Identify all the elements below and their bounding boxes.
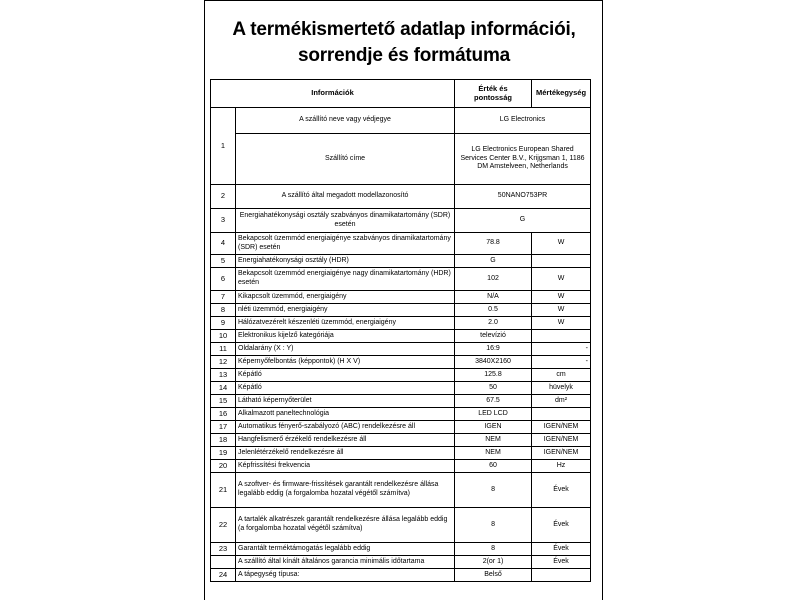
table-row <box>211 395 591 408</box>
row-value: 16:9 <box>455 343 532 356</box>
row-value: LG Electronics <box>455 108 591 134</box>
row-value: G <box>455 255 532 268</box>
table-row <box>211 108 591 134</box>
row-description: Alkalmazott paneltechnológia <box>236 408 455 421</box>
row-unit: W <box>532 233 591 255</box>
row-description: nléti üzemmód, energiaigény <box>236 304 455 317</box>
table-row <box>211 304 591 317</box>
row-value: Belső <box>455 569 532 582</box>
row-description: Hálózatvezérelt készenléti üzemmód, energiaigény <box>236 317 455 330</box>
row-number: 20 <box>211 460 236 473</box>
row-value: 125.8 <box>455 369 532 382</box>
row-value: LG Electronics European Shared Services Center B.V., Krijgsman 1, 1186 DM Amstelveen, Netherlands <box>455 134 591 185</box>
table-row <box>211 508 591 543</box>
table-row <box>211 291 591 304</box>
row-number: 23 <box>211 543 236 556</box>
row-number: 16 <box>211 408 236 421</box>
table-row <box>211 473 591 508</box>
row-unit: Évek <box>532 508 591 543</box>
page-title <box>204 17 604 69</box>
row-number: 22 <box>211 508 236 543</box>
row-unit: W <box>532 291 591 304</box>
datasheet-page <box>204 0 604 600</box>
row-unit: Évek <box>532 473 591 508</box>
table-row <box>211 421 591 434</box>
row-description: Energiahatékonysági osztály szabványos dinamikatartomány (SDR) esetén <box>236 209 455 233</box>
table-row <box>211 233 591 255</box>
row-description: Jelenlétérzékelő rendelkezésre áll <box>236 447 455 460</box>
header-value-line-1: Érték és <box>478 83 508 93</box>
table-row <box>211 569 591 582</box>
row-value: 2(or 1) <box>455 556 532 569</box>
table-row <box>211 543 591 556</box>
row-unit: hüvelyk <box>532 382 591 395</box>
row-value: NEM <box>455 447 532 460</box>
row-unit: IGEN/NEM <box>532 447 591 460</box>
table-row <box>211 356 591 369</box>
row-description: Bekapcsolt üzemmód energiaigénye szabványos dinamikatartomány (SDR) esetén <box>236 233 455 255</box>
row-description: Bekapcsolt üzemmód energiaigénye nagy dinamikatartomány (HDR) esetén <box>236 268 455 291</box>
row-number: 18 <box>211 434 236 447</box>
row-value: 8 <box>455 543 532 556</box>
row-number: 12 <box>211 356 236 369</box>
row-value: 102 <box>455 268 532 291</box>
row-number: 3 <box>211 209 236 233</box>
row-unit: IGEN/NEM <box>532 421 591 434</box>
table-row <box>211 369 591 382</box>
table-row <box>211 382 591 395</box>
row-number: 14 <box>211 382 236 395</box>
row-description: Képátló <box>236 369 455 382</box>
row-description: A szállító által kínált általános garancia minimális időtartama <box>236 556 455 569</box>
table-row <box>211 185 591 209</box>
row-value: 50 <box>455 382 532 395</box>
row-value: 78.8 <box>455 233 532 255</box>
row-description: Energiahatékonysági osztály (HDR) <box>236 255 455 268</box>
table-row <box>211 209 591 233</box>
row-unit: Évek <box>532 556 591 569</box>
row-description: Elektronikus kijelző kategóriája <box>236 330 455 343</box>
row-description: A szállító neve vagy védjegye <box>236 108 455 134</box>
row-value: 50NANO753PR <box>455 185 591 209</box>
row-number: 11 <box>211 343 236 356</box>
row-description: A szoftver- és firmware-frissítések garantált rendelkezésre állása legalább eddig (a forgalomba hozatal végétől számítva) <box>236 473 455 508</box>
row-value: 8 <box>455 473 532 508</box>
row-number: 8 <box>211 304 236 317</box>
row-description: A tápegység típusa: <box>236 569 455 582</box>
row-description: Oldalarány (X : Y) <box>236 343 455 356</box>
row-number: 4 <box>211 233 236 255</box>
title-line-2: sorrendje és formátuma <box>297 45 511 66</box>
row-number: 19 <box>211 447 236 460</box>
row-value: 67.5 <box>455 395 532 408</box>
row-description: A tartalék alkatrészek garantált rendelkezésre állása legalább eddig (a forgalomba hozatal végétől számítva) <box>236 508 455 543</box>
row-description: Szállító címe <box>236 134 455 185</box>
row-unit: W <box>532 268 591 291</box>
row-unit: - <box>532 356 591 369</box>
row-description: Képátló <box>236 382 455 395</box>
header-info: Információk <box>211 80 455 108</box>
table-row <box>211 460 591 473</box>
row-unit: - <box>532 343 591 356</box>
row-description: A szállító által megadott modellazonosító <box>236 185 455 209</box>
row-value: N/A <box>455 291 532 304</box>
row-number: 13 <box>211 369 236 382</box>
table-header-row <box>211 80 591 108</box>
header-value <box>455 80 532 108</box>
row-value: G <box>455 209 591 233</box>
title-line-1: A termékismertető adatlap információi, <box>232 19 576 40</box>
row-value: 3840X2160 <box>455 356 532 369</box>
row-number: 2 <box>211 185 236 209</box>
row-number: 24 <box>211 569 236 582</box>
row-description: Hangfelismerő érzékelő rendelkezésre áll <box>236 434 455 447</box>
row-unit <box>532 330 591 343</box>
row-unit: W <box>532 317 591 330</box>
table-row <box>211 556 591 569</box>
row-unit: IGEN/NEM <box>532 434 591 447</box>
row-description: Garantált terméktámogatás legalább eddig <box>236 543 455 556</box>
row-description: Kikapcsolt üzemmód, energiaigény <box>236 291 455 304</box>
row-number: 15 <box>211 395 236 408</box>
row-value: televízió <box>455 330 532 343</box>
row-unit: cm <box>532 369 591 382</box>
table-row <box>211 343 591 356</box>
row-number: 17 <box>211 421 236 434</box>
row-unit: Évek <box>532 543 591 556</box>
table-row <box>211 134 591 185</box>
row-number: 1 <box>211 108 236 185</box>
row-value: 2.0 <box>455 317 532 330</box>
row-number: 21 <box>211 473 236 508</box>
row-number: 5 <box>211 255 236 268</box>
row-unit <box>532 408 591 421</box>
row-number: 10 <box>211 330 236 343</box>
table-row <box>211 255 591 268</box>
table-row <box>211 330 591 343</box>
table-row <box>211 317 591 330</box>
row-unit: Hz <box>532 460 591 473</box>
header-value-line-2: pontosság <box>474 92 512 102</box>
row-value: 60 <box>455 460 532 473</box>
row-description: Képfrissítési frekvencia <box>236 460 455 473</box>
row-value: NEM <box>455 434 532 447</box>
row-unit <box>532 569 591 582</box>
product-info-table <box>210 79 591 582</box>
row-value: IGEN <box>455 421 532 434</box>
row-number <box>211 556 236 569</box>
row-description: Automatikus fényerő-szabályozó (ABC) rendelkezésre áll <box>236 421 455 434</box>
row-description: Képernyőfelbontás (képpontok) (H X V) <box>236 356 455 369</box>
table-row <box>211 268 591 291</box>
table-row <box>211 408 591 421</box>
row-number: 7 <box>211 291 236 304</box>
row-value: LED LCD <box>455 408 532 421</box>
row-description: Látható képernyőterület <box>236 395 455 408</box>
row-unit <box>532 255 591 268</box>
row-number: 6 <box>211 268 236 291</box>
row-number: 9 <box>211 317 236 330</box>
table-row <box>211 434 591 447</box>
row-value: 8 <box>455 508 532 543</box>
row-unit: W <box>532 304 591 317</box>
row-unit: dm² <box>532 395 591 408</box>
header-unit: Mértékegység <box>532 80 591 108</box>
table-row <box>211 447 591 460</box>
row-value: 0.5 <box>455 304 532 317</box>
